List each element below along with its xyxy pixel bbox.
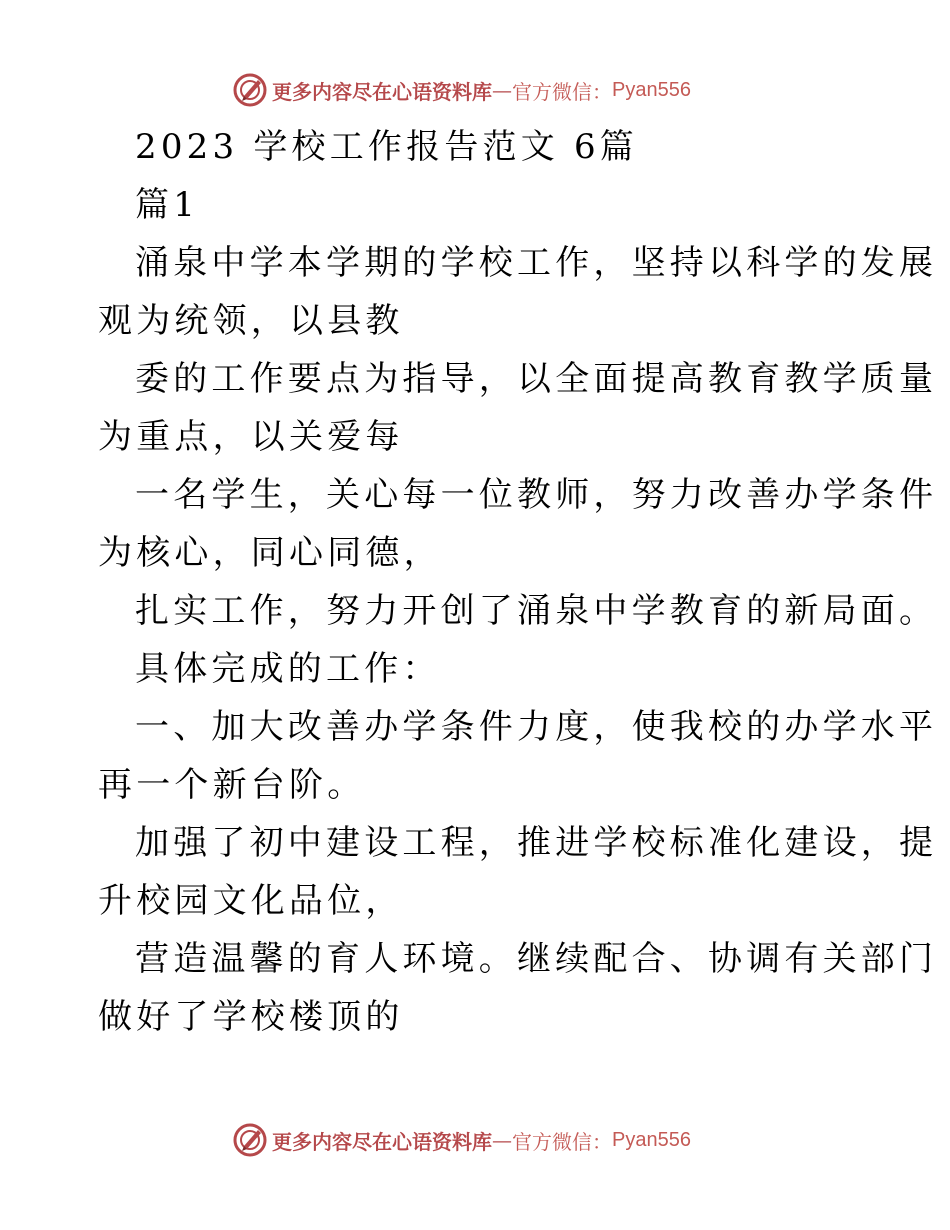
watermark-text: 更多内容尽在心语资料库: [272, 1129, 492, 1154]
paragraph-line: 具体完成的工作：: [135, 649, 441, 689]
watermark-wechat-id: Pyan556: [612, 1128, 691, 1151]
watermark-wechat-label: 官方微信：: [512, 1129, 612, 1154]
paragraph-line: 一名学生，关心每一位教师，努力改善办学条件: [135, 475, 938, 515]
paragraph-line: 再一个新台阶。: [98, 765, 366, 805]
paragraph-line: 为核心，同心同德，: [98, 533, 442, 573]
document-title: 2023 学校工作报告范文 6篇: [135, 127, 638, 167]
watermark-wechat-label: 官方微信：: [512, 79, 612, 104]
watermark-banner-top: [232, 70, 792, 110]
document-body: [98, 118, 938, 1046]
pen-logo-icon: [232, 72, 268, 108]
paragraph-line: 涌泉中学本学期的学校工作，坚持以科学的发展: [135, 243, 938, 283]
paragraph-line: 加强了初中建设工程，推进学校标准化建设，提: [135, 823, 938, 863]
paragraph-line: 升校园文化品位，: [98, 881, 404, 921]
paragraph-line: 委的工作要点为指导，以全面提高教育教学质量: [135, 359, 938, 399]
watermark-text: 更多内容尽在心语资料库: [272, 79, 492, 104]
paragraph-line: 做好了学校楼顶的: [98, 997, 404, 1037]
watermark-wechat-id: Pyan556: [612, 78, 691, 101]
paragraph-line: 营造温馨的育人环境。继续配合、协调有关部门: [135, 939, 938, 979]
paragraph-line: 为重点，以关爱每: [98, 417, 404, 457]
watermark-dash: —: [492, 78, 512, 102]
watermark-banner-bottom: [232, 1120, 792, 1160]
paragraph-line: 篇1: [135, 185, 200, 225]
paragraph-line: 扎实工作，努力开创了涌泉中学教育的新局面。: [135, 591, 938, 631]
paragraph-line: 观为统领，以县教: [98, 301, 404, 341]
section-heading: 一、加大改善办学条件力度，使我校的办学水平: [135, 707, 938, 747]
pen-logo-icon: [232, 1122, 268, 1158]
watermark-dash: —: [492, 1128, 512, 1152]
